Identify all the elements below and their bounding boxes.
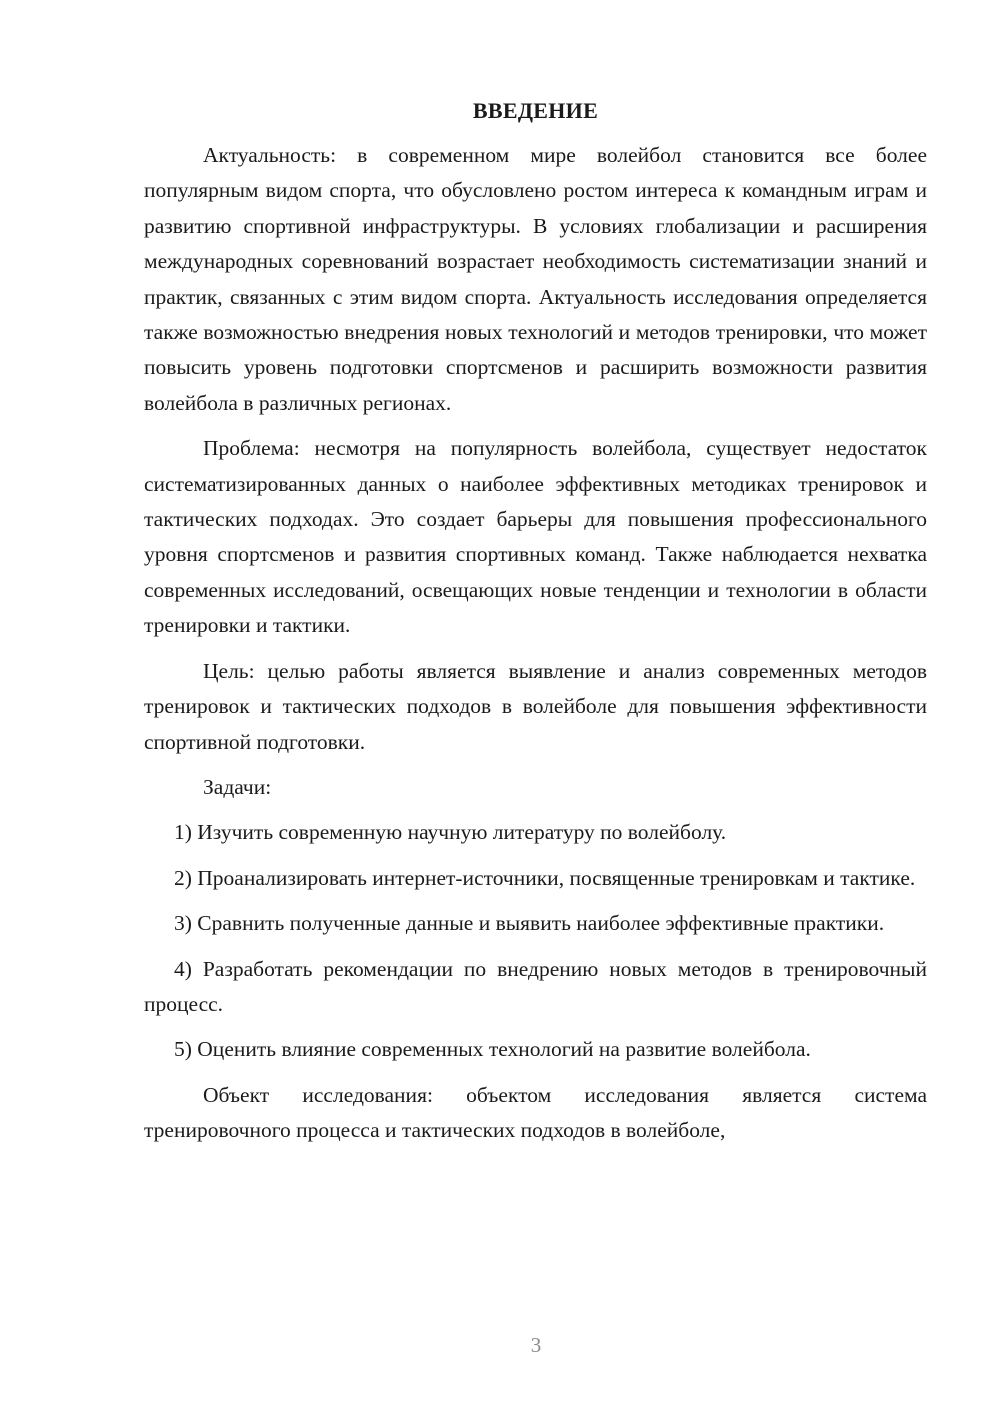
- paragraph-goal: Цель: целью работы является выявление и анализ современных методов тренировок и тактических подходов в волейболе для повышения эффективности спортивной подготовки.: [144, 658, 927, 754]
- paragraph-problem: Проблема: несмотря на популярность волейбола, существует недостаток систематизированных данных о наиболее эффективных методиках тренировок и тактических подходах. Это создает барьеры для повышения профессионального уровня спортсменов и развития спортивных команд. Также наблюдается нехватка современных исследований, освещающих новые тенденции и технологии в области тренировки и тактики.: [144, 436, 927, 638]
- page-number: 3: [530, 1333, 542, 1357]
- paragraph-relevance: Актуальность: в современном мире волейбол становится все более популярным видом спорта, что обусловлено ростом интереса к командным играм и развитию спортивной инфраструктуры. В условиях глобализации и расширения международных соревнований возрастает необходимость систематизации знаний и практик, связанных с этим видом спорта. Актуальность исследования определяется также возможностью внедрения новых технологий и методов тренировки, что может повысить уровень подготовки спортсменов и расширить возможности развития волейбола в различных регионах.: [144, 143, 927, 415]
- task-item-4: 4) Разработать рекомендации по внедрению новых методов в тренировочный процесс.: [144, 956, 927, 1016]
- tasks-heading: Задачи:: [203, 774, 272, 799]
- section-title: ВВЕДЕНИЕ: [472, 98, 599, 123]
- task-item-2: 2) Проанализировать интернет-источники, посвященные тренировкам и тактике.: [174, 865, 916, 890]
- page-content: [144, 96, 927, 1159]
- task-item-3: 3) Сравнить полученные данные и выявить наиболее эффективные практики.: [174, 911, 885, 936]
- task-item-5: 5) Оценить влияние современных технологий на развитие волейбола.: [174, 1037, 811, 1062]
- paragraph-object: Объект исследования: объектом исследования является система тренировочного процесса и тактических подходов в волейболе,: [144, 1082, 927, 1143]
- task-item-1: 1) Изучить современную научную литературу по волейболу.: [174, 820, 727, 845]
